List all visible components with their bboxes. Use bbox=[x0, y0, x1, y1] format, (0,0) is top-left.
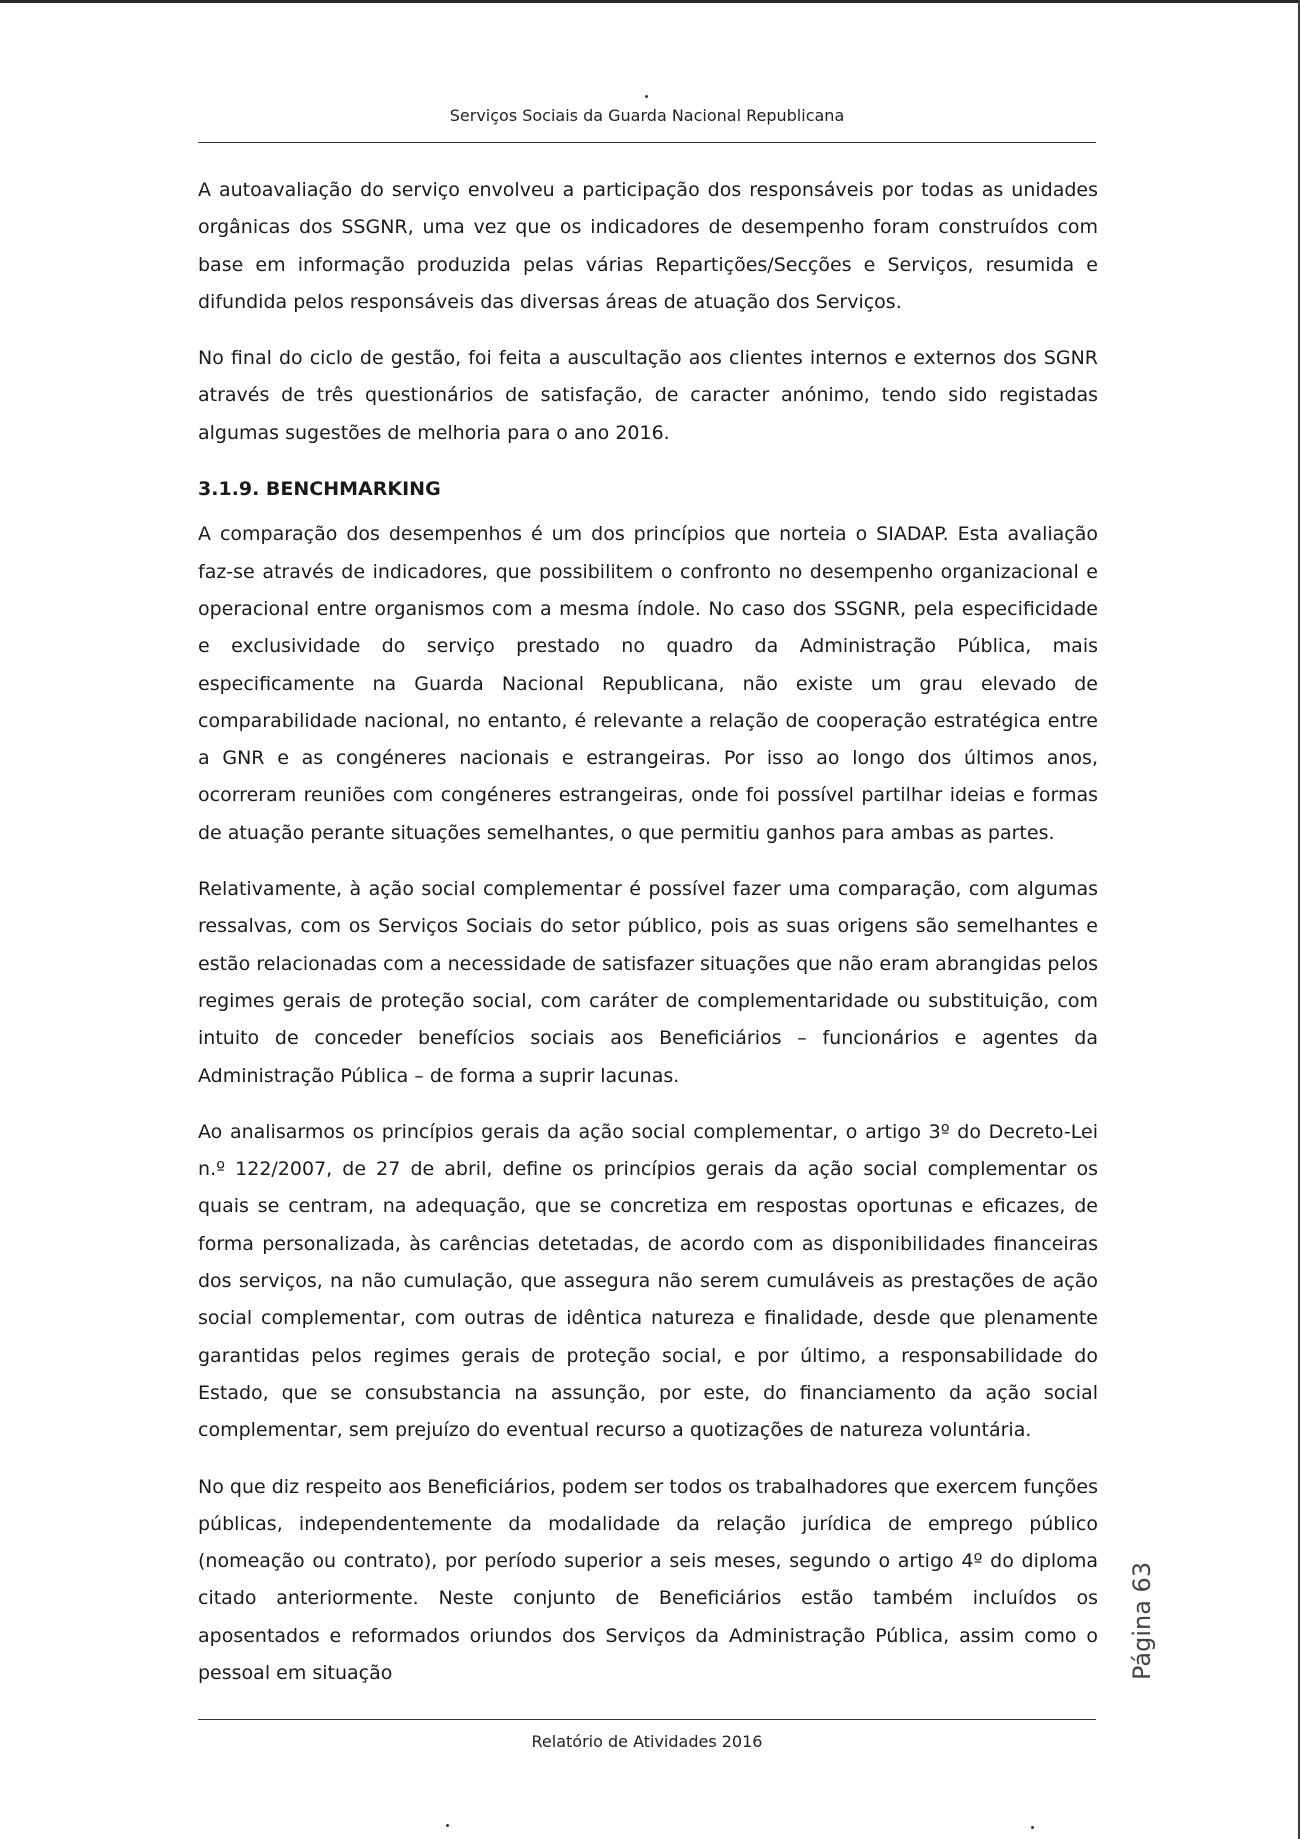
page-number-label: Página 63 bbox=[1128, 1561, 1156, 1680]
paragraph-satisfaction-survey: No final do ciclo de gestão, foi feita a auscultação aos clientes internos e externos dos SGNR através de três questionários de satisfação, de caracter anónimo, tendo sido registadas algumas sugestões de melhoria para o ano 2016. bbox=[198, 347, 1098, 444]
section-heading-benchmarking: 3.1.9. BENCHMARKING bbox=[198, 478, 441, 501]
scan-speck bbox=[446, 1824, 449, 1827]
paragraph-self-assessment: A autoavaliação do serviço envolveu a participação dos responsáveis por todas as unidades orgânicas dos SSGNR, uma vez que os indicadores de desempenho foram construídos com base em informação produzida pelas várias Repartições/Secções e Serviços, resumida e difundida pelos responsáveis das diversas áreas de atuação dos Serviços. bbox=[198, 179, 1098, 313]
running-header: Serviços Sociais da Guarda Nacional Republicana bbox=[449, 106, 845, 125]
header-rule bbox=[198, 142, 1096, 143]
paragraph-beneficiaries: No que diz respeito aos Beneficiários, podem ser todos os trabalhadores que exercem funções públicas, independentemente da modalidade da relação jurídica de emprego público (nomeação ou contrato), por período superior a seis meses, segundo o artigo 4º do diploma citado anteriormente. Neste conjunto de Beneficiários estão também incluídos os aposentados e reformados oriundos dos Serviços da Administração Pública, assim como o pessoal em situação bbox=[198, 1475, 1098, 1684]
footer-rule bbox=[198, 1719, 1096, 1720]
running-footer: Relatório de Atividades 2016 bbox=[531, 1732, 763, 1751]
paragraph-performance-comparison: A comparação dos desempenhos é um dos princípios que norteia o SIADAP. Esta avaliação faz-se através de indicadores, que possibilitem o confronto no desempenho organizacional e operacional entre organismos com a mesma índole. No caso dos SSGNR, pela especificidade e exclusividade do serviço prestado no quadro da Administração Pública, mais especificamente na Guarda Nacional Republicana, não existe um grau elevado de comparabilidade nacional, no entanto, é relevante a relação de cooperação estratégica entre a GNR e as congéneres nacionais e estrangeiras. Por isso ao longo dos últimos anos, ocorreram reuniões com congéneres estrangeiras, onde foi possível partilhar ideias e formas de atuação perante situações semelhantes, o que permitiu ganhos para ambas as partes. bbox=[198, 523, 1098, 844]
paragraph-general-principles: Ao analisarmos os princípios gerais da ação social complementar, o artigo 3º do Decreto-Lei n.º 122/2007, de 27 de abril, define os princípios gerais da ação social complementar os quais se centram, na adequação, que se concretiza em respostas oportunas e eficazes, de forma personalizada, às carências detetadas, de acordo com as disponibilidades financeiras dos serviços, na não cumulação, que assegura não serem cumuláveis as prestações de ação social complementar, com outras de idêntica natureza e finalidade, desde que plenamente garantidas pelos regimes gerais de proteção social, e por último, a responsabilidade do Estado, que se consubstancia na assunção, por este, do financiamento da ação social complementar, sem prejuízo do eventual recurso a quotizações de natureza voluntária. bbox=[198, 1120, 1098, 1442]
document-body bbox=[198, 172, 1098, 1711]
scan-speck bbox=[645, 95, 648, 98]
scan-edge-top bbox=[0, 0, 1300, 3]
paragraph-complementary-social-action: Relativamente, à ação social complementar é possível fazer uma comparação, com algumas ressalvas, com os Serviços Sociais do setor público, pois as suas origens são semelhantes e estão relacionadas com a necessidade de satisfazer situações que não eram abrangidas pelos regimes gerais de proteção social, com caráter de complementaridade ou substituição, com intuito de conceder benefícios sociais aos Beneficiários – funcionários e agentes da Administração Pública – de forma a suprir lacunas. bbox=[198, 878, 1098, 1087]
scan-speck bbox=[1031, 1826, 1034, 1829]
